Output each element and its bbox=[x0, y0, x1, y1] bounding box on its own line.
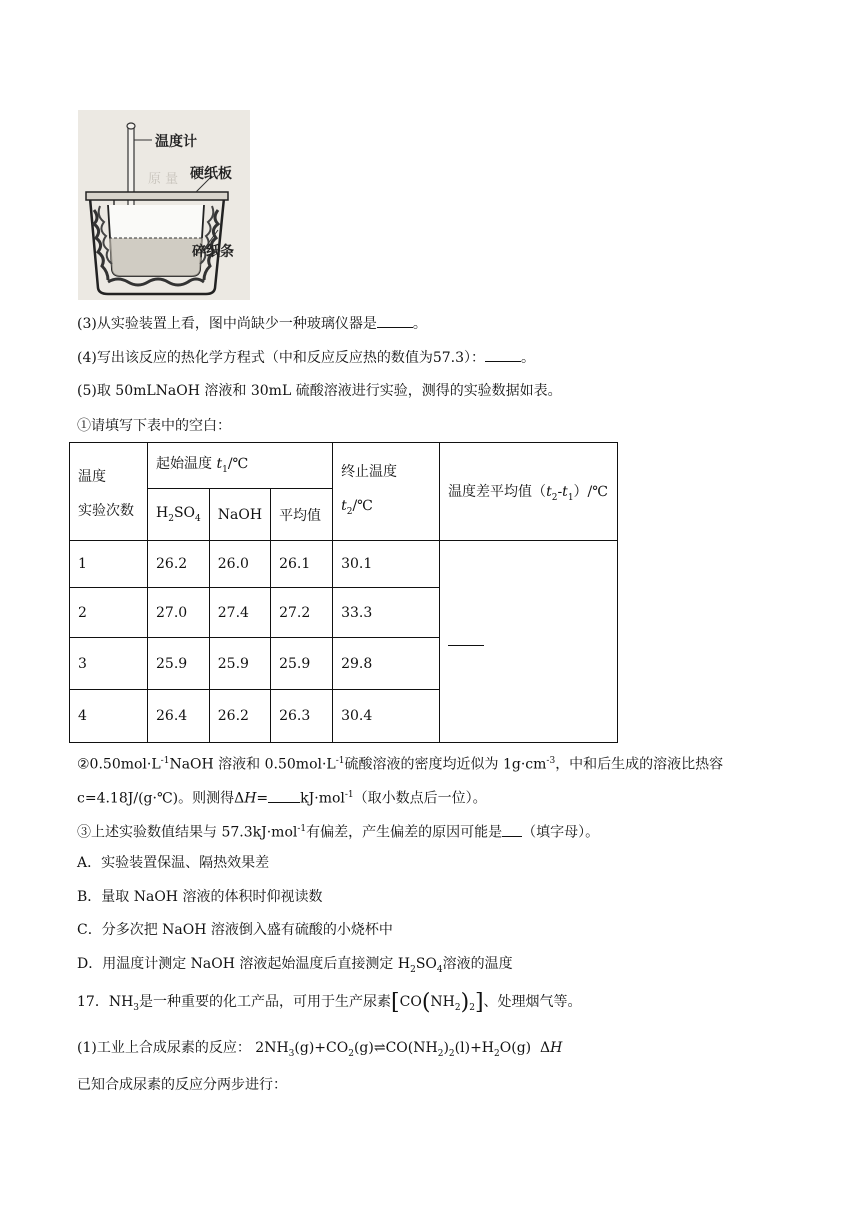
table-row: 3 25.9 25.9 25.9 29.8 bbox=[70, 638, 618, 690]
answer-blank[interactable] bbox=[485, 347, 521, 362]
calorimeter-drawing bbox=[78, 110, 250, 300]
option-c[interactable]: C．分多次把 NaOH 溶液倒入盛有硫酸的小烧杯中 bbox=[77, 922, 393, 938]
question-3: (3)从实验装置上看，图中尚缺少一种玻璃仪器是 。 bbox=[77, 313, 427, 334]
option-d[interactable]: D．用温度计测定 NaOH 溶液起始温度后直接测定 $H_2SO_4$溶液的温度 bbox=[77, 956, 513, 975]
experiment-table bbox=[69, 442, 618, 743]
question-4: (4)写出该反应的热化学方程式（中和反应反应热的数值为57.3）： 。 bbox=[77, 347, 535, 368]
answer-blank[interactable] bbox=[268, 788, 300, 803]
col-naoh: NaOH bbox=[209, 489, 270, 541]
sub-question-2-line2: c=4.18J/(g·℃)。则测得ΔH= kJ·mol$^{-1}$（取小数点后一位）。 bbox=[77, 785, 487, 809]
thermometer-label: 温度计 bbox=[155, 134, 197, 150]
calorimeter-figure bbox=[78, 110, 250, 300]
sub-question-3: ③上述实验数值结果与 57.3kJ·mol$^{-1}$有偏差，产生偏差的原因可能是 （填字母）。 bbox=[77, 819, 599, 843]
answer-blank[interactable] bbox=[502, 822, 522, 837]
header-temp-diff: 温度差平均值$(t_2-t_1)/℃$ bbox=[440, 443, 618, 541]
answer-blank[interactable] bbox=[448, 641, 484, 646]
header-end-temp: 终止温度 $t_2/℃$ bbox=[333, 443, 440, 541]
paper-scraps-label: 碎纸条 bbox=[192, 244, 234, 260]
table-row: 1 26.2 26.0 26.1 30.1 bbox=[70, 541, 618, 588]
sub-question-1: ①请填写下表中的空白： bbox=[77, 418, 231, 434]
table-row: 4 26.4 26.2 26.3 30.4 bbox=[70, 690, 618, 743]
header-start-temp: 起始温度 $t_1/℃$ bbox=[148, 443, 333, 489]
cardboard-label: 硬纸板 bbox=[190, 166, 232, 182]
question-5: (5)取 50mLNaOH 溶液和 30mL 硫酸溶液进行实验，测得的实验数据如表。 bbox=[77, 383, 562, 399]
answer-blank[interactable] bbox=[377, 313, 413, 328]
col-average: 平均值 bbox=[271, 489, 333, 541]
header-temp-trial: 温度 实验次数 bbox=[70, 443, 148, 541]
temp-diff-answer-cell[interactable] bbox=[440, 541, 618, 743]
urea-equation: $2NH_3(g)+CO_2(g)\rightleftharpoons CO(NH_2)_2(l)+H_2O(g)$ ΔH bbox=[255, 1040, 563, 1059]
option-b[interactable]: B．量取 NaOH 溶液的体积时仰视读数 bbox=[77, 889, 323, 905]
cardboard-lid-shape bbox=[86, 192, 228, 200]
option-a[interactable]: A．实验装置保温、隔热效果差 bbox=[77, 855, 270, 871]
tail-text: 已知合成尿素的反应分两步进行： bbox=[77, 1077, 287, 1093]
faded-text: 原 量 bbox=[148, 172, 179, 187]
question-17-1: (1)工业上合成尿素的反应： $2NH_3(g)+CO_2(g)\rightleftharpoons CO(NH_2)_2(l)+H_2O(g)$ ΔH bbox=[77, 1040, 563, 1059]
sub-question-2-line1: $②0.50mol\cdot L^{-1}NaOH$ 溶液和 $0.50mol\cdot L^{-1}$硫酸溶液的密度均近似为 $1g\cdot cm^{-3}$，中和后生成的溶液比热容 bbox=[77, 756, 724, 773]
question-17: 17．$NH_3$是一种重要的化工产品，可用于生产尿素$[CO(NH_2)_2]$、处理烟气等。 bbox=[77, 990, 582, 1015]
table-row: 2 27.0 27.4 27.2 33.3 bbox=[70, 588, 618, 638]
col-h2so4: $H_2SO_4$ bbox=[148, 489, 210, 541]
